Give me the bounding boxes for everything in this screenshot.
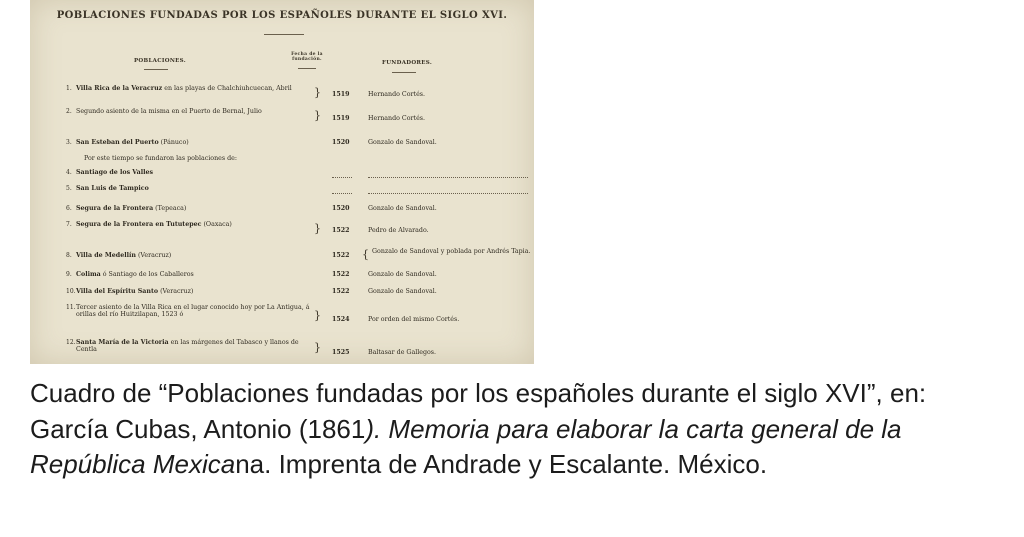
row-founder: Pedro de Alvarado. [368, 227, 429, 234]
row-number: 11. [66, 304, 76, 311]
row-number: 1. [66, 85, 72, 92]
scan-title: POBLACIONES FUNDADAS POR LOS ESPAÑOLES DURANTE EL SIGLO XVI. [56, 10, 508, 21]
row-founder: Hernando Cortés. [368, 91, 426, 98]
table-row [66, 271, 534, 281]
row-place: Tercer asiento de la Villa Rica en el lugar conocido hoy por La Antigua, á orillas del río Huitzilapan, 1523 ó [76, 304, 310, 318]
row-founder: Gonzalo de Sandoval. [368, 205, 437, 212]
row-number: 2. [66, 108, 72, 115]
row-founder: Hernando Cortés. [368, 115, 426, 122]
row-year: 1522 [332, 227, 350, 234]
title-rule [264, 34, 304, 35]
table-row [66, 304, 534, 330]
row-place: Villa del Espíritu Santo (Veracruz) [76, 288, 194, 295]
brace: { [362, 248, 369, 261]
table-row [66, 139, 534, 149]
table-row [66, 339, 534, 359]
table-row [66, 221, 534, 239]
row-place: Villa de Medellín (Veracruz) [76, 252, 172, 259]
row-year: 1520 [332, 205, 350, 212]
table-row [66, 248, 534, 266]
brace: } [314, 309, 321, 322]
row-year: 1522 [332, 271, 350, 278]
row-founder: Gonzalo de Sandoval. [368, 288, 437, 295]
blank-year [332, 176, 352, 178]
blank-year [332, 192, 352, 194]
table-row [66, 288, 534, 298]
header-fundadores: FUNDADORES. [382, 60, 433, 66]
table-row [66, 108, 534, 126]
row-place: Santiago de los Valles [76, 169, 154, 176]
row-number: 4. [66, 169, 72, 176]
row-number: 9. [66, 271, 72, 278]
row-number: 6. [66, 205, 72, 212]
row-place: Segura de la Frontera en Tututepec (Oaxaca) [76, 221, 232, 228]
blank-founder [368, 176, 528, 178]
row-place: Segura de la Frontera (Tepeaca) [76, 205, 187, 212]
header-rule [298, 68, 316, 69]
row-year: 1519 [332, 91, 350, 98]
row-place: San Esteban del Puerto (Pánuco) [76, 139, 189, 146]
row-year: 1522 [332, 288, 350, 295]
row-place: Colima ó Santiago de los Caballeros [76, 271, 194, 278]
row-place: Segundo asiento de la misma en el Puerto de Bernal, Julio [76, 108, 262, 115]
header-poblaciones: POBLACIONES. [134, 58, 186, 64]
row-founder: Gonzalo de Sandoval. [368, 139, 437, 146]
table-row [66, 85, 534, 103]
row-year: 1524 [332, 316, 350, 323]
row-place: Santa María de la Victoria en las márgenes del Tabasco y llanos de Centla [76, 339, 299, 353]
image-caption [30, 376, 990, 483]
row-founder: Gonzalo de Sandoval. [368, 271, 437, 278]
header-fecha: Fecha de la fundación. [291, 52, 323, 62]
row-year: 1519 [332, 115, 350, 122]
header-rule [392, 72, 416, 73]
table-row [66, 205, 534, 215]
brace: } [314, 222, 321, 235]
row-note: Por este tiempo se fundaron las poblaciones de: [84, 155, 237, 162]
row-number: 5. [66, 185, 72, 192]
table-row [66, 185, 534, 195]
header-rule [144, 69, 168, 70]
row-number: 10. [66, 288, 76, 295]
row-founder: Gonzalo de Sandoval y poblada por Andrés Tapia. [372, 248, 531, 255]
row-founder: Baltasar de Gallegos. [368, 349, 437, 356]
brace: } [314, 341, 321, 354]
blank-founder [368, 192, 528, 194]
brace: } [314, 109, 321, 122]
caption-citation: Cuadro de “Poblaciones fundadas por los españoles durante el siglo XVI”, en: García Cubas, Antonio (1861 [30, 378, 927, 444]
row-year: 1522 [332, 252, 350, 259]
scanned-table-image [30, 0, 534, 364]
row-number: 3. [66, 139, 72, 146]
row-number: 8. [66, 252, 72, 259]
brace: } [314, 86, 321, 99]
caption-publisher: na. Imprenta de Andrade y Escalante. México. [235, 449, 768, 479]
row-number: 7. [66, 221, 72, 228]
table-note [66, 155, 534, 165]
table-row [66, 169, 534, 179]
row-number: 12. [66, 339, 76, 346]
caption-book-title: ). Memoria para elaborar la carta general de la República Mexica [30, 413, 902, 479]
row-place: San Luis de Tampico [76, 185, 149, 192]
row-year: 1525 [332, 349, 350, 356]
row-founder: Por orden del mismo Cortés. [368, 316, 460, 323]
row-year: 1520 [332, 139, 350, 146]
row-place: Villa Rica de la Veracruz en las playas de Chalchiuhcuecan, Abril [76, 85, 292, 92]
